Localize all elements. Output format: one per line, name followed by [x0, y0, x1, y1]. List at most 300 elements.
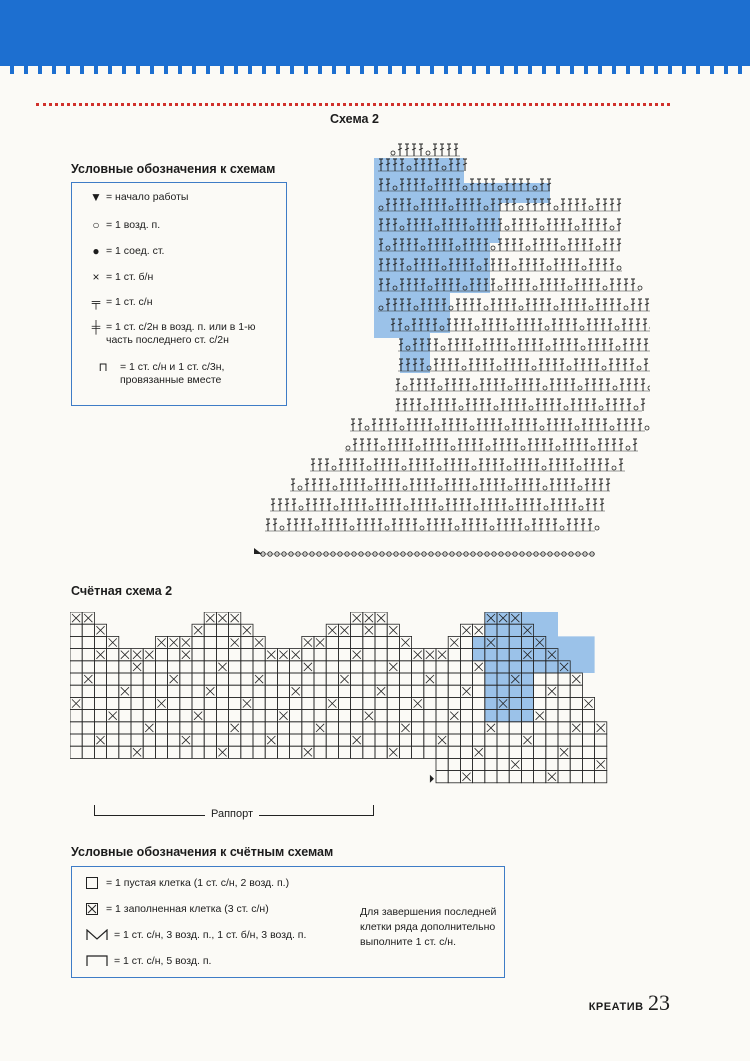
chart-cell: [119, 746, 131, 758]
chart-cell: [192, 697, 204, 709]
chart-cell: [229, 661, 241, 673]
page-footer: [589, 990, 670, 1016]
chart-cell: [168, 685, 180, 697]
chart-cell: [460, 746, 472, 758]
chart-cell: [412, 673, 424, 685]
chart-cell: [424, 722, 436, 734]
chart-cell: [326, 685, 338, 697]
chart-cell: [168, 649, 180, 661]
chart-cell: [94, 710, 106, 722]
chain-stitch: [403, 486, 407, 490]
chart-cell: [241, 722, 253, 734]
chart-cell: [107, 673, 119, 685]
chart-cell: [375, 710, 387, 722]
chart-cell: [155, 710, 167, 722]
chart-cell: [204, 673, 216, 685]
chart-cell: [473, 771, 485, 783]
chart-cell: [82, 697, 94, 709]
chart-cell: [290, 722, 302, 734]
chart-cell: [534, 685, 546, 697]
chart-cell: [363, 636, 375, 648]
chart-cell: [363, 649, 375, 661]
chart-cell: [424, 685, 436, 697]
chart-cell: [70, 673, 82, 685]
chain-stitch: [441, 346, 445, 350]
legend-item: ⊓ = 1 ст. с/н и 1 ст. с/3н, провязанные вместе: [86, 361, 281, 387]
chart-cell: [387, 722, 399, 734]
chart-cell: [338, 685, 350, 697]
chart-cell: [338, 722, 350, 734]
chain-stitch: [333, 486, 337, 490]
chart-cell: [387, 673, 399, 685]
chart-cell: [204, 636, 216, 648]
chain-stitch: [369, 506, 373, 510]
chart-cell: [558, 673, 570, 685]
chart-cell: [412, 746, 424, 758]
chart-cell: [82, 734, 94, 746]
scheme-title: Схема 2: [330, 112, 379, 126]
chart-cell: [497, 771, 509, 783]
chart-cell: [558, 685, 570, 697]
chart-cell: [302, 722, 314, 734]
chart-cell: [570, 758, 582, 770]
chart-cell: [277, 685, 289, 697]
chart-cell: [521, 758, 533, 770]
chart-cell: [119, 661, 131, 673]
chart-cell: [326, 673, 338, 685]
chain-stitch: [475, 326, 479, 330]
chain-stitch: [554, 306, 558, 310]
chart-cell: [204, 624, 216, 636]
chart-cell: [448, 673, 460, 685]
chart-cell: [82, 624, 94, 636]
start-arrow-icon: ▼: [90, 190, 102, 204]
chart-cell: [375, 636, 387, 648]
chart-cell: [155, 649, 167, 661]
chart-cell: [363, 734, 375, 746]
chain-stitch: [519, 206, 523, 210]
chart-cell: [534, 734, 546, 746]
chart-cell: [192, 649, 204, 661]
chart-cell: [351, 661, 363, 673]
chart-cell: [558, 697, 570, 709]
legend2-item: = 1 ст. с/н, 3 возд. п., 1 ст. б/н, 3 возд. п.: [86, 929, 306, 941]
chart-cell: [204, 697, 216, 709]
chain-stitch: [577, 466, 581, 470]
chain-stitch: [567, 366, 571, 370]
chart-cell: [94, 746, 106, 758]
chart-cell: [180, 722, 192, 734]
chart-cell: [253, 685, 265, 697]
chart-cell: [448, 661, 460, 673]
chain-stitch: [603, 286, 607, 290]
chain-stitch: [575, 426, 579, 430]
chain-stitch: [315, 526, 319, 530]
chain-stitch: [634, 406, 638, 410]
chain-stitch: [533, 286, 537, 290]
chart-cell: [412, 661, 424, 673]
chain-stitch: [365, 426, 369, 430]
chart-cell: [204, 710, 216, 722]
chart-cell: [582, 710, 594, 722]
chart-cell: [192, 673, 204, 685]
chain-stitch: [595, 526, 599, 530]
chart-cell: [241, 673, 253, 685]
chain-stitch: [543, 386, 547, 390]
chain-stitch: [508, 386, 512, 390]
chain-stitch: [554, 206, 558, 210]
chart-cell: [387, 697, 399, 709]
chart-cell: [216, 649, 228, 661]
chart-cell: [338, 710, 350, 722]
chain-stitch: [280, 526, 284, 530]
chart-cell: [351, 673, 363, 685]
chart-start-arrow: [430, 775, 434, 783]
chain-stitch: [568, 286, 572, 290]
chain-stitch: [473, 486, 477, 490]
single-crochet-icon: ×: [92, 270, 100, 284]
chain-stitch: [612, 466, 616, 470]
chart-cell: [412, 722, 424, 734]
chart-cell: [473, 673, 485, 685]
chart-cell: [314, 734, 326, 746]
chart-cell: [375, 697, 387, 709]
chart-cell: [399, 710, 411, 722]
chart-cell: [229, 624, 241, 636]
chart-cell: [241, 734, 253, 746]
chart-cell: [558, 758, 570, 770]
chain-stitch: [615, 326, 619, 330]
chart-cell: [277, 661, 289, 673]
chart-cell: [314, 746, 326, 758]
chart-cell: [265, 661, 277, 673]
chain-stitch: [473, 386, 477, 390]
chain-stitch: [589, 306, 593, 310]
chart-cell: [253, 697, 265, 709]
chart-cell: [448, 746, 460, 758]
chart-cell: [375, 661, 387, 673]
chain-stitch: [459, 406, 463, 410]
chart-cell: [229, 673, 241, 685]
chart-cell: [70, 722, 82, 734]
chart-cell: [155, 734, 167, 746]
chart-cell: [497, 734, 509, 746]
chain-stitch: [385, 526, 389, 530]
chart-cell: [460, 661, 472, 673]
chain-stitch: [498, 286, 502, 290]
counting-chart: [70, 612, 630, 812]
chain-stitch: [510, 326, 514, 330]
chart-cell: [180, 673, 192, 685]
rapport-label: Раппорт: [205, 808, 259, 820]
chain-stitch: [512, 266, 516, 270]
chain-stitch: [545, 326, 549, 330]
chart-cell: [338, 661, 350, 673]
chart-cell: [546, 722, 558, 734]
chart-cell: [387, 636, 399, 648]
chart-cell: [338, 734, 350, 746]
chain-stitch: [403, 386, 407, 390]
chart-cell: [424, 710, 436, 722]
chart-cell: [351, 722, 363, 734]
chart-cell: [582, 746, 594, 758]
legend2-item: = 1 ст. с/н, 5 возд. п.: [86, 955, 211, 967]
chart-cell: [290, 710, 302, 722]
chart-cell: [485, 734, 497, 746]
legend2-item: = 1 пустая клетка (1 ст. с/н, 2 возд. п.): [86, 877, 289, 889]
chart-cell: [94, 685, 106, 697]
chart-cell: [82, 685, 94, 697]
chart-cell: [216, 697, 228, 709]
chart-cell: [326, 722, 338, 734]
chain-stitch: [561, 246, 565, 250]
chain-stitch: [613, 386, 617, 390]
chart-cell: [497, 746, 509, 758]
chain-stitch: [542, 466, 546, 470]
chart-cell: [534, 771, 546, 783]
chart-cell: [534, 697, 546, 709]
chart-cell: [155, 746, 167, 758]
chart-cell: [436, 697, 448, 709]
chain-stitch: [494, 406, 498, 410]
chart-cell: [595, 734, 607, 746]
chart-cell: [94, 722, 106, 734]
chart-cell: [375, 734, 387, 746]
chart-cell: [363, 722, 375, 734]
chart-cell: [473, 758, 485, 770]
chart-cell: [375, 649, 387, 661]
chain-stitch: [637, 366, 641, 370]
note-text: Для завершения последней клетки ряда дополнительно выполните 1 ст. с/н.: [360, 906, 497, 948]
chart-cell: [241, 649, 253, 661]
treble-crochet-icon: ╪: [91, 320, 101, 334]
chart-cell: [131, 697, 143, 709]
chart-cell: [314, 673, 326, 685]
chart-cell: [168, 722, 180, 734]
chain-stitch: [543, 486, 547, 490]
double-crochet-icon: ╤: [91, 295, 101, 309]
chart-cell: [448, 734, 460, 746]
chart-cell: [192, 734, 204, 746]
chart-cell: [509, 722, 521, 734]
legend2-item: = 1 заполненная клетка (3 ст. с/н): [86, 903, 269, 915]
chart-cell: [570, 734, 582, 746]
legend2-box: [71, 866, 505, 978]
chain-stitch: [507, 466, 511, 470]
chart-cell: [82, 636, 94, 648]
chart-cell: [363, 746, 375, 758]
chart-cell: [436, 758, 448, 770]
chart-cell: [253, 746, 265, 758]
page-number: 23: [648, 990, 670, 1015]
chain-stitch: [525, 526, 529, 530]
chart-cell: [412, 710, 424, 722]
divider-line: [36, 103, 670, 106]
chart-cell: [460, 649, 472, 661]
chart-cell: [302, 734, 314, 746]
chart-cell: [241, 710, 253, 722]
chart-cell: [509, 746, 521, 758]
chart-cell: [521, 746, 533, 758]
chain-stitch: [589, 206, 593, 210]
chain-stitch: [582, 266, 586, 270]
chart-cell: [570, 746, 582, 758]
chart-cell: [497, 722, 509, 734]
chart-cell: [351, 697, 363, 709]
chart-cell: [473, 685, 485, 697]
chart-cell: [534, 758, 546, 770]
chart-cell: [497, 758, 509, 770]
chart-cell: [326, 734, 338, 746]
chart-cell: [436, 710, 448, 722]
chain-stitch: [472, 466, 476, 470]
chart-cell: [436, 746, 448, 758]
chart-cell: [204, 661, 216, 673]
chain-stitch: [578, 486, 582, 490]
chart-cell: [82, 722, 94, 734]
chart-cell: [180, 746, 192, 758]
chart-cell: [424, 734, 436, 746]
chain-stitch-icon: ○: [92, 218, 100, 232]
chart-cell: [558, 710, 570, 722]
chart-cell: [290, 734, 302, 746]
chart-cell: [119, 722, 131, 734]
chart-cell: [534, 722, 546, 734]
chart-cell: [290, 673, 302, 685]
chart-cell: [595, 771, 607, 783]
chart-cell: [143, 661, 155, 673]
chain-stitch: [486, 446, 490, 450]
chart-cell: [399, 649, 411, 661]
chart-cell: [570, 697, 582, 709]
chain-stitch: [616, 346, 620, 350]
chain-stitch: [438, 386, 442, 390]
chart-cell: [265, 746, 277, 758]
chart-cell: [546, 758, 558, 770]
chart-cell: [375, 722, 387, 734]
chart-cell: [107, 649, 119, 661]
chart-cell: [460, 673, 472, 685]
chart-cell: [534, 673, 546, 685]
chain-stitch: [491, 246, 495, 250]
chain-stitch: [556, 446, 560, 450]
chart-cell: [168, 697, 180, 709]
chain-stitch: [617, 266, 621, 270]
chart-cell: [436, 661, 448, 673]
slip-stitch-icon: ●: [92, 244, 100, 258]
chart-cell: [375, 746, 387, 758]
chain-stitch: [602, 366, 606, 370]
chain-stitch: [626, 446, 630, 450]
chart-cell: [485, 746, 497, 758]
chain-stitch: [299, 506, 303, 510]
chart-cell: [582, 722, 594, 734]
chain-stitch: [332, 466, 336, 470]
chart-cell: [314, 649, 326, 661]
chart-cell: [436, 722, 448, 734]
chart-cell: [216, 734, 228, 746]
filled-cell-icon: [86, 903, 98, 915]
chart-cell: [460, 758, 472, 770]
chain-stitch: [581, 346, 585, 350]
chart-cell: [216, 685, 228, 697]
chart-cell: [94, 636, 106, 648]
chain-stitch: [519, 306, 523, 310]
chart-cell: [94, 673, 106, 685]
chart-cell: [570, 771, 582, 783]
chart-cell: [521, 722, 533, 734]
chain-stitch: [511, 346, 515, 350]
chart-cell: [265, 710, 277, 722]
chart-cell: [216, 722, 228, 734]
chain-stitch: [526, 246, 530, 250]
legend-item: ● = 1 соед. ст.: [86, 245, 164, 258]
chart-cell: [595, 746, 607, 758]
chart-cell: [424, 661, 436, 673]
chart-cell: [460, 636, 472, 648]
chart-cell: [509, 771, 521, 783]
chart-cell: [216, 624, 228, 636]
chart-cell: [168, 661, 180, 673]
chain-stitch: [532, 366, 536, 370]
counting-title: Счётная схема 2: [71, 584, 173, 598]
chart-cell: [131, 710, 143, 722]
chart-cell: [387, 685, 399, 697]
chart-cell: [570, 685, 582, 697]
chain-stitch: [648, 386, 650, 390]
chart-cell: [534, 746, 546, 758]
chart-cell: [399, 746, 411, 758]
chart-cell: [302, 673, 314, 685]
chart-cell: [302, 685, 314, 697]
chart-cell: [155, 661, 167, 673]
chart-cell: [473, 722, 485, 734]
chain-stitch: [381, 446, 385, 450]
bar-stitch-icon: [86, 955, 108, 967]
chart-cell: [314, 710, 326, 722]
chain-stitch: [400, 426, 404, 430]
banner-strip: [0, 66, 750, 74]
chart-cell: [192, 685, 204, 697]
chart-cell: [131, 734, 143, 746]
chart-cell: [216, 636, 228, 648]
chain-stitch: [578, 386, 582, 390]
chart-cell: [277, 673, 289, 685]
dc-tr-together-icon: ⊓: [98, 360, 108, 374]
chart-cell: [521, 771, 533, 783]
chain-stitch: [540, 426, 544, 430]
chart-cell: [82, 746, 94, 758]
chart-cell: [70, 649, 82, 661]
legend-title: Условные обозначения к схемам: [71, 162, 276, 176]
chart-cell: [94, 697, 106, 709]
chart-cell: [436, 685, 448, 697]
chain-stitch: [424, 406, 428, 410]
chart-cell: [253, 734, 265, 746]
crochet-diagram: [250, 128, 650, 558]
chain-stitch: [490, 526, 494, 530]
chart-cell: [229, 697, 241, 709]
chart-cell: [558, 734, 570, 746]
chart-cell: [338, 649, 350, 661]
chart-cell: [155, 673, 167, 685]
chart-cell: [265, 685, 277, 697]
chain-stitch: [546, 346, 550, 350]
legend-item: ▼ = начало работы: [86, 191, 188, 204]
chart-cell: [192, 722, 204, 734]
highlight-area: [374, 158, 550, 373]
chart-cell: [351, 746, 363, 758]
